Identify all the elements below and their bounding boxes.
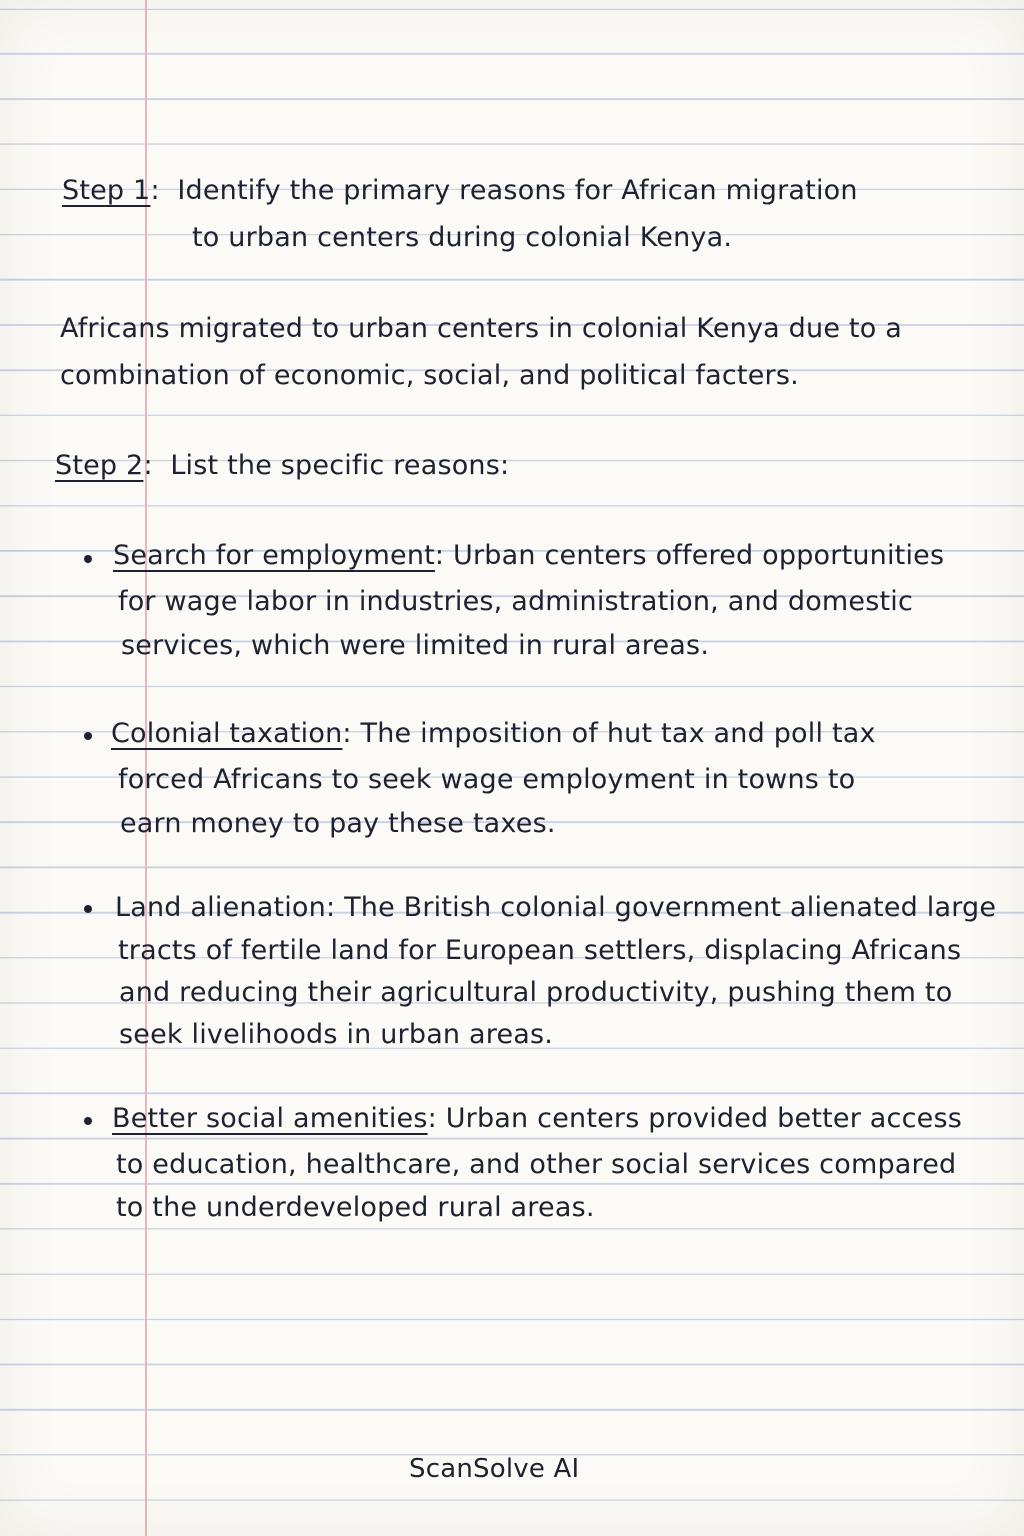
footer-brand: ScanSolve AI (409, 1454, 580, 1484)
intro-line-1: Africans migrated to urban centers in colonial Kenya due to a (60, 313, 902, 344)
reason-taxation-line-3: earn money to pay these taxes. (120, 808, 556, 839)
bullet-icon (84, 732, 92, 740)
reason-colon: : (325, 892, 345, 923)
reason-taxation-line-1 (111, 718, 876, 749)
reason-employment-line-1 (113, 540, 944, 571)
reason-amenities-line-1 (112, 1103, 962, 1134)
reason-employment-line-2: for wage labor in industries, administration, and domestic (118, 586, 914, 617)
reason-text: The British colonial government alienated large (344, 892, 997, 923)
step-2-colon: : (143, 450, 171, 481)
reason-title: Better social amenities (112, 1103, 428, 1134)
reason-colon: : (434, 540, 454, 571)
reason-land-line-1 (115, 892, 996, 923)
step-1-text-continued: to urban centers during colonial Kenya. (192, 222, 733, 253)
bullet-icon (84, 1117, 92, 1125)
intro-line-2: combination of economic, social, and political facters. (60, 360, 799, 391)
reason-employment-line-3: services, which were limited in rural areas. (121, 630, 710, 661)
step-2-label: Step 2 (55, 450, 144, 481)
step-2-text: List the specific reasons: (170, 450, 510, 481)
reason-land-line-2: tracts of fertile land for European settlers, displacing Africans (118, 935, 962, 966)
step-2-heading (55, 450, 509, 481)
step-1-heading (62, 175, 858, 206)
reason-title: Search for employment (113, 540, 435, 571)
reason-title: Land alienation (115, 892, 326, 923)
reason-text: The imposition of hut tax and poll tax (360, 718, 876, 749)
reason-land-line-4: seek livelihoods in urban areas. (119, 1019, 554, 1050)
reason-amenities-line-3: to the underdeveloped rural areas. (116, 1192, 595, 1223)
step-1-text: Identify the primary reasons for African migration (177, 175, 858, 206)
step-1-label: Step 1 (62, 175, 151, 206)
bullet-icon (84, 555, 92, 563)
bullet-icon (84, 905, 92, 913)
reason-colon: : (342, 718, 361, 749)
reason-amenities-line-2: to education, healthcare, and other social services compared (116, 1149, 957, 1180)
reason-land-line-3: and reducing their agricultural productivity, pushing them to (119, 977, 953, 1008)
step-1-colon: : (150, 175, 178, 206)
reason-colon: : (427, 1103, 446, 1134)
reason-text: Urban centers provided better access (445, 1103, 962, 1134)
reason-taxation-line-2: forced Africans to seek wage employment in towns to (118, 764, 856, 795)
reason-title: Colonial taxation (111, 718, 343, 749)
reason-text: Urban centers offered opportunities (453, 540, 945, 571)
